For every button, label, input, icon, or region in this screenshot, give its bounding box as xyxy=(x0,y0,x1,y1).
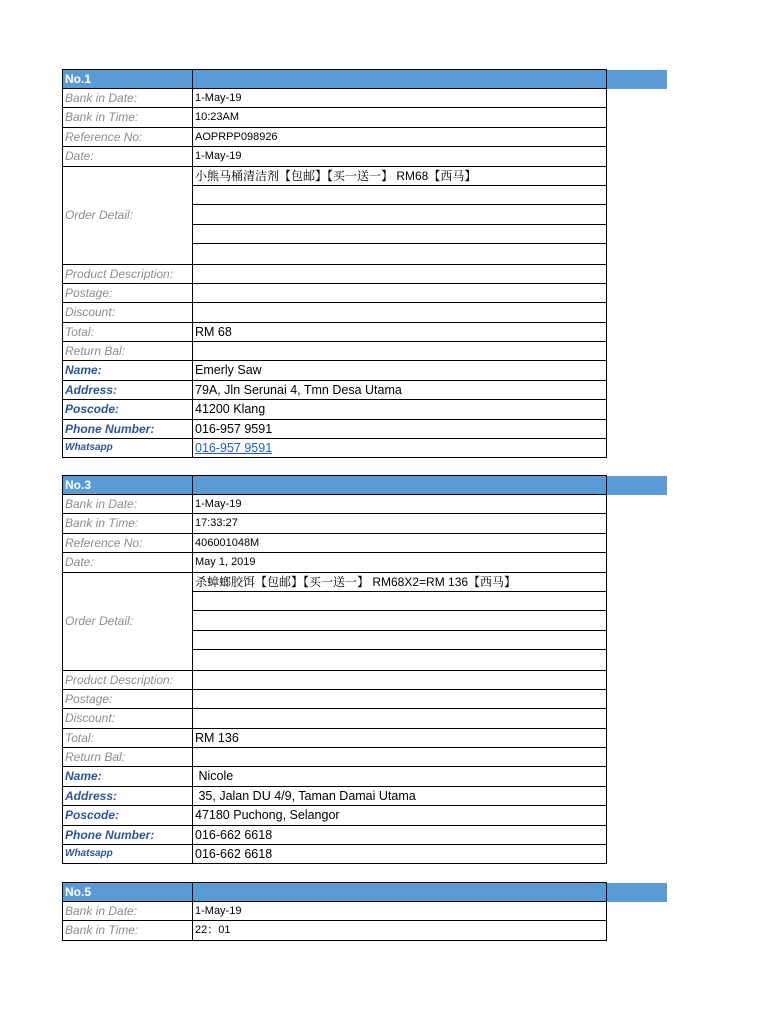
order-line[interactable] xyxy=(193,205,606,224)
order-line[interactable]: 小熊马桶清洁剂【包邮】【买一送一】 RM68【西马】 xyxy=(193,167,606,186)
phone-row: Phone Number: 016-957 9591 xyxy=(62,420,607,439)
bank-in-time-value[interactable]: 17:33:27 xyxy=(195,517,238,530)
poscode-value[interactable]: 41200 Klang xyxy=(195,402,266,417)
order-line[interactable]: 杀蟑螂胶饵【包邮】【买一送一】 RM68X2=RM 136【西马】 xyxy=(193,573,606,592)
return-row: Return Bal: xyxy=(62,342,607,361)
discount-value[interactable] xyxy=(193,303,606,321)
record-card xyxy=(62,475,607,864)
whatsapp-link[interactable]: 016-957 9591 xyxy=(195,441,273,456)
postage-row: Postage: xyxy=(62,690,607,709)
record-number: No.3 xyxy=(63,476,193,494)
bank-in-time-row: Bank in Time: 17:33:27 xyxy=(62,514,607,533)
reference-row: Reference No: AOPRPP098926 xyxy=(62,128,607,147)
whatsapp-row: Whatsapp 016-957 9591 xyxy=(62,439,607,458)
return-value[interactable] xyxy=(193,342,606,360)
bank-in-time-value[interactable]: 10:23AM xyxy=(195,111,240,124)
order-line[interactable] xyxy=(193,650,606,669)
address-row: Address: 35, Jalan DU 4/9, Taman Damai Utama xyxy=(62,787,607,806)
reference-row: Reference No: 406001048M xyxy=(62,534,607,553)
discount-value[interactable] xyxy=(193,709,606,727)
bank-in-date-value[interactable]: 1-May-19 xyxy=(195,498,242,510)
total-value[interactable]: RM 68 xyxy=(195,324,232,339)
date-row: Date: May 1, 2019 xyxy=(62,553,607,572)
order-line[interactable] xyxy=(193,631,606,650)
header-side-fill xyxy=(607,883,667,902)
order-detail-label: Order Detail: xyxy=(63,573,193,670)
order-detail-block xyxy=(62,573,607,671)
product-row: Product Description: xyxy=(62,671,607,690)
return-row: Return Bal: xyxy=(62,748,607,767)
reference-value[interactable]: AOPRPP098926 xyxy=(195,130,278,143)
whatsapp-value[interactable]: 016-662 6618 xyxy=(195,847,273,862)
address-row: Address: 79A, Jln Serunai 4, Tmn Desa Utama xyxy=(62,381,607,400)
order-detail-block xyxy=(62,167,607,265)
product-value[interactable] xyxy=(193,671,606,689)
bank-in-date-row: Bank in Date: 1-May-19 xyxy=(62,902,607,921)
name-row: Name: Emerly Saw xyxy=(62,361,607,380)
address-value[interactable]: 35, Jalan DU 4/9, Taman Damai Utama xyxy=(195,788,416,803)
record-header xyxy=(62,882,607,902)
phone-row: Phone Number: 016-662 6618 xyxy=(62,826,607,845)
address-value[interactable]: 79A, Jln Serunai 4, Tmn Desa Utama xyxy=(195,382,402,397)
order-line[interactable] xyxy=(193,186,606,205)
total-value[interactable]: RM 136 xyxy=(195,730,239,745)
postage-value[interactable] xyxy=(193,284,606,302)
discount-row: Discount: xyxy=(62,709,607,728)
date-row: Date: 1-May-19 xyxy=(62,147,607,166)
poscode-value[interactable]: 47180 Puchong, Selangor xyxy=(195,808,340,823)
date-value[interactable]: 1-May-19 xyxy=(195,150,242,163)
record-header xyxy=(62,69,607,89)
record-card xyxy=(62,69,607,458)
name-value[interactable]: Nicole xyxy=(195,769,234,784)
bank-in-date-row: Bank in Date: 1-May-19 xyxy=(62,89,607,108)
phone-value[interactable]: 016-662 6618 xyxy=(195,827,273,842)
product-row: Product Description: xyxy=(62,265,607,284)
poscode-row: Poscode: 41200 Klang xyxy=(62,400,607,419)
order-line[interactable] xyxy=(193,225,606,244)
bank-in-time-value[interactable]: 22：01 xyxy=(195,924,231,937)
discount-row: Discount: xyxy=(62,303,607,322)
postage-value[interactable] xyxy=(193,690,606,708)
phone-value[interactable]: 016-957 9591 xyxy=(195,421,273,436)
record-card xyxy=(62,882,607,941)
reference-value[interactable]: 406001048M xyxy=(195,536,260,549)
name-row: Name: Nicole xyxy=(62,767,607,786)
record-number: No.5 xyxy=(63,883,193,901)
name-value[interactable]: Emerly Saw xyxy=(195,363,262,378)
bank-in-date-value[interactable]: 1-May-19 xyxy=(195,92,242,104)
whatsapp-row: Whatsapp 016-662 6618 xyxy=(62,845,607,864)
return-value[interactable] xyxy=(193,748,606,766)
bank-in-time-row: Bank in Time: 22：01 xyxy=(62,921,607,940)
bank-in-date-value[interactable]: 1-May-19 xyxy=(195,905,242,917)
postage-row: Postage: xyxy=(62,284,607,303)
order-line[interactable] xyxy=(193,244,606,263)
order-line[interactable] xyxy=(193,592,606,611)
bank-in-date-row: Bank in Date: 1-May-19 xyxy=(62,495,607,514)
product-value[interactable] xyxy=(193,265,606,283)
header-side-fill xyxy=(607,476,667,495)
header-side-fill xyxy=(607,70,667,89)
poscode-row: Poscode: 47180 Puchong, Selangor xyxy=(62,806,607,825)
total-row: Total: RM 136 xyxy=(62,729,607,748)
order-detail-label: Order Detail: xyxy=(63,167,193,264)
record-header xyxy=(62,475,607,495)
record-number: No.1 xyxy=(63,70,193,88)
date-value[interactable]: May 1, 2019 xyxy=(195,556,256,569)
total-row: Total: RM 68 xyxy=(62,323,607,342)
bank-in-time-row: Bank in Time: 10:23AM xyxy=(62,108,607,127)
order-line[interactable] xyxy=(193,611,606,630)
